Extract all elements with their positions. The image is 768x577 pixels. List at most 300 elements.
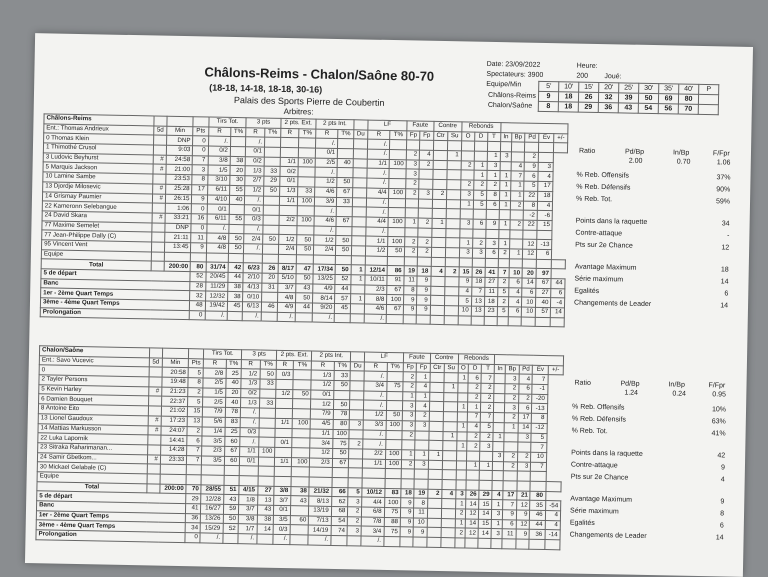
split-cell: 0 [190, 310, 205, 320]
stat-cell [414, 479, 427, 489]
box-group-head: Faute [407, 121, 434, 131]
stat-cell: 60 [224, 437, 240, 447]
stat-cell: 80 [333, 419, 350, 429]
stat-label: % Reb. Tot. [571, 427, 608, 436]
split-label: Prolongation [40, 308, 190, 321]
stat-cell: 1 [457, 402, 468, 412]
split-cell: 52 [190, 272, 205, 282]
stat-cell: 0/1 [315, 148, 337, 158]
stat-cell: 1/3 [312, 370, 334, 380]
stat-cell: 3 [406, 169, 420, 179]
stat-cell [292, 399, 311, 409]
stat-cell: 55 [230, 185, 246, 195]
period-score-cell [698, 104, 718, 114]
stat-cell: 1 [416, 392, 429, 402]
score-sheet [25, 33, 753, 577]
split-cell [430, 305, 445, 315]
split-cell: 6 [502, 519, 516, 529]
stat-cell [385, 469, 402, 479]
stat-cell: 7 [481, 412, 494, 422]
split-cell: 4/9 [313, 284, 335, 294]
split-cell [458, 316, 471, 326]
split-cell [444, 315, 458, 325]
total-cell: 80 [530, 491, 545, 501]
box-sub-head: Fp [403, 362, 416, 372]
stat-cell [492, 471, 503, 481]
split-cell: 20/45 [206, 272, 228, 282]
stat-cell: 1 [480, 461, 493, 471]
box-sub-head: Su [444, 363, 458, 373]
split-cell [290, 506, 309, 516]
box-sub-head: T% [293, 360, 312, 370]
split-cell: 20 [262, 273, 278, 283]
stat-value: 9 [720, 464, 726, 472]
stat-cell: # [148, 416, 161, 426]
split-cell: 5 [458, 296, 471, 306]
split-cell: 9 [417, 295, 431, 305]
stat-cell: 1 [493, 432, 504, 442]
split-cell: 1 [350, 294, 364, 304]
box-sub-head: +/- [554, 133, 568, 143]
split-cell: 52 [335, 274, 351, 284]
stat-cell [224, 466, 240, 476]
stat-cell [444, 373, 458, 383]
stat-cell [428, 479, 443, 489]
split-cell: 75 [384, 527, 401, 537]
split-cell [290, 525, 309, 535]
stat-cell: # [152, 213, 165, 223]
split-cell: 9 [516, 529, 530, 539]
stat-label: Avantage Maximum [570, 495, 633, 504]
stat-cell: 50 [332, 448, 349, 458]
stat-cell: 2 [188, 387, 203, 397]
total-cell: 18 [401, 488, 414, 498]
split-cell: 34 [185, 523, 200, 533]
box-sub-head: Fp [420, 131, 434, 141]
stat-cell [265, 137, 281, 147]
stat-cell [352, 236, 366, 246]
spectators: Spectateurs: 3900 [486, 70, 544, 79]
stat-cell [442, 460, 456, 470]
stat-cell: 3 [518, 432, 532, 442]
split-cell: 0/3 [273, 525, 290, 535]
player-name: 95 Vincent Vent [42, 240, 152, 252]
stat-cell: 1 [509, 249, 523, 259]
stat-cell: 6 [473, 219, 486, 229]
stat-cell [459, 257, 472, 267]
split-cell: 3 [347, 526, 361, 536]
split-cell: 41 [186, 504, 201, 514]
stat-value: 4 [720, 476, 725, 484]
period-column-head: 10' [559, 82, 579, 92]
stat-cell [258, 466, 275, 476]
split-cell: 1/8 [239, 495, 258, 505]
stat-cell: /. [246, 137, 265, 147]
split-cell [430, 315, 445, 325]
split-cell: 9/20 [312, 303, 334, 313]
split-cell [256, 534, 273, 544]
stat-label: Contre-attaque [575, 229, 623, 238]
stat-cell: 15 [188, 407, 203, 417]
split-cell: 54 [331, 516, 348, 526]
player-name: 10 Lamine Sambe [43, 172, 153, 184]
stat-cell [536, 259, 551, 269]
stat-cell [460, 209, 473, 219]
split-cell [295, 312, 312, 322]
box-sub-head: T% [387, 362, 404, 372]
stat-cell [389, 179, 406, 189]
stat-cell: 3 [485, 239, 498, 249]
box-sub-head: Ev [539, 133, 554, 143]
split-cell: 4/6 [364, 304, 386, 314]
split-cell [350, 304, 364, 314]
split-cell: /. [200, 533, 222, 543]
stat-cell: 1/2 [365, 246, 387, 256]
split-cell [544, 540, 560, 550]
stat-cell [467, 451, 480, 461]
stat-cell [152, 222, 165, 232]
split-label: 1er - 2ème Quart Temps [41, 288, 191, 301]
split-cell: 1 [455, 518, 466, 528]
stat-cell: 100 [388, 217, 405, 227]
box-group-head: Rebonds [458, 354, 495, 364]
total-cell: 38 [291, 486, 310, 496]
stat-line [571, 241, 741, 254]
stat-cell [405, 198, 419, 208]
split-cell: 15 [479, 519, 492, 529]
stat-cell [458, 383, 469, 393]
stat-cell: 4 [538, 172, 553, 182]
stat-cell: 2 [402, 430, 415, 440]
stat-value: 34 [721, 220, 730, 228]
stat-cell [259, 428, 276, 438]
stat-cell [351, 255, 365, 265]
stat-cell [386, 401, 403, 411]
stat-cell: 9 [192, 194, 207, 204]
total-label: Total [41, 259, 151, 271]
stat-cell [259, 418, 276, 428]
split-cell [508, 317, 522, 327]
stat-cell [352, 207, 366, 217]
split-cell: 43 [290, 496, 309, 506]
stat-cell: 11 [191, 233, 206, 243]
stat-cell: 4/8 [206, 233, 228, 243]
period-score-cell: 80 [678, 94, 698, 104]
box-sub-head: R [246, 127, 265, 137]
stat-line [567, 473, 737, 486]
stat-cell: 100 [386, 420, 403, 430]
stat-cell: 2 [461, 180, 474, 190]
stat-cell: 2 [525, 152, 539, 162]
stat-cell [472, 258, 485, 268]
stat-cell: 14 [518, 423, 532, 433]
box-sub-head: R [368, 130, 390, 140]
stat-cell [498, 258, 509, 268]
stat-cell: 1/2 [241, 369, 260, 379]
stat-cell: 21:02 [161, 406, 188, 416]
stat-cell [499, 210, 510, 220]
stat-cell: 100 [297, 216, 314, 226]
stat-cell [164, 252, 191, 262]
stat-cell [405, 208, 419, 218]
stat-cell [385, 430, 402, 440]
stat-cell [348, 478, 362, 488]
stat-cell [457, 412, 468, 422]
stat-cell: 29 [264, 176, 280, 186]
total-cell: 51 [223, 485, 239, 495]
ratio-value: 0.95 [712, 391, 727, 399]
stat-cell [473, 229, 486, 239]
ratio-head: In/Bp [668, 381, 685, 389]
stat-cell [349, 468, 363, 478]
stat-line [572, 217, 742, 230]
stat-value: 42 [717, 452, 726, 460]
split-cell: -14 [545, 530, 561, 540]
total-cell: 4/15 [239, 485, 258, 495]
stat-cell [554, 143, 568, 153]
stat-cell: /. [244, 224, 263, 234]
split-cell: 44 [530, 520, 545, 530]
split-cell: 32 [190, 291, 205, 301]
stat-cell: 1 [416, 372, 429, 382]
period-column-head: 40' [679, 84, 699, 94]
stat-cell [337, 168, 353, 178]
box-sub-head: Ctr [430, 363, 445, 373]
stat-line [572, 171, 742, 184]
stat-cell [293, 380, 312, 390]
stat-cell: 1 [403, 392, 416, 402]
stat-cell: 1 [447, 151, 461, 161]
box-group-head: LF [368, 120, 407, 130]
stat-cell: 6 [537, 249, 552, 259]
split-cell: 9 [401, 508, 414, 518]
stat-line [570, 275, 740, 288]
split-cell: 2 [348, 516, 362, 526]
stat-cell: 1 [474, 171, 487, 181]
stat-cell [350, 410, 364, 420]
stat-cell [498, 229, 509, 239]
stat-cell: 1/1 [280, 157, 299, 167]
stat-cell: 50 [336, 245, 352, 255]
split-cell: 3/7 [274, 496, 291, 506]
stat-cell: /. [316, 138, 338, 148]
stat-cell [418, 257, 432, 267]
split-cell [386, 314, 403, 324]
stat-cell [293, 370, 312, 380]
stat-cell: # [153, 184, 166, 194]
stat-cell: 1/3 [279, 186, 298, 196]
split-cell [430, 286, 445, 296]
stat-cell: /. [208, 136, 230, 146]
total-cell: 15 [459, 267, 472, 277]
split-cell: 10 [414, 518, 427, 528]
split-cell: 68 [331, 506, 348, 516]
split-cell: 29 [186, 494, 201, 504]
stat-cell: 3 [349, 420, 363, 430]
split-cell: 28 [190, 281, 205, 291]
total-cell: 83 [384, 488, 401, 498]
stat-cell [504, 432, 518, 442]
stat-cell [431, 257, 446, 267]
stat-cell [291, 477, 310, 487]
stat-value: 6 [719, 522, 724, 530]
split-cell: 52 [223, 524, 239, 534]
split-cell: 2/3 [365, 285, 387, 295]
split-cell: 67 [536, 278, 551, 288]
stat-cell: 3/5 [202, 436, 224, 446]
total-cell: 47 [296, 264, 313, 274]
stat-cell [432, 208, 447, 218]
stat-cell: 12 [523, 249, 537, 259]
stat-cell [447, 189, 461, 199]
box-sub-head: T% [265, 128, 281, 138]
box-sub-head: Su [448, 131, 462, 141]
stat-cell: 50 [388, 246, 405, 256]
stat-cell: 6 [187, 436, 202, 446]
stat-cell: 6 [485, 248, 498, 258]
stat-value: 37% [716, 174, 731, 182]
stat-cell [401, 479, 414, 489]
stat-cell: 50 [292, 389, 311, 399]
stat-cell: -12 [532, 423, 547, 433]
stat-cell: 2 [498, 249, 509, 259]
stat-cell: 50 [337, 178, 353, 188]
box-group-head: 2 pts. Ext. [280, 118, 316, 128]
stat-cell [280, 147, 299, 157]
stat-cell: 0/3 [276, 370, 293, 380]
stat-cell: 2/5 [203, 397, 225, 407]
stat-cell: 5 [473, 200, 486, 210]
stat-cell: 4/4 [367, 188, 389, 198]
split-cell: 3 [491, 529, 502, 539]
split-cell: 4 [545, 520, 561, 530]
split-cell: 6 [509, 278, 523, 288]
stat-cell: 0/1 [207, 204, 229, 214]
stat-cell [224, 475, 240, 485]
stat-cell: /. [240, 437, 259, 447]
stat-cell [461, 151, 474, 161]
stat-cell [274, 467, 291, 477]
stat-cell: 100 [292, 418, 311, 428]
ratio-head: Pd/Bp [620, 380, 640, 388]
player-name: 14 Grismay Paumier [42, 191, 152, 203]
stat-cell [279, 206, 298, 216]
stat-cell [385, 440, 402, 450]
stat-cell [353, 139, 367, 149]
stat-cell: 2 [518, 394, 532, 404]
total-cell: 17/34 [313, 264, 335, 274]
stat-cell [388, 227, 405, 237]
period-column-head: 25' [619, 83, 639, 93]
stat-cell: 1 [458, 373, 469, 383]
stat-cell: 40 [225, 398, 241, 408]
split-cell: 62 [331, 497, 348, 507]
stat-cell: 5 [188, 397, 203, 407]
stat-cell: 2/3 [310, 458, 332, 468]
stat-cell: 2 [403, 382, 416, 392]
stat-cell: -13 [532, 404, 547, 414]
stat-cell: 3/10 [207, 175, 229, 185]
stat-cell [202, 465, 224, 475]
split-cell [478, 538, 491, 548]
split-label: Banc [41, 279, 191, 292]
stat-cell [264, 147, 280, 157]
stat-cell [428, 470, 443, 480]
stat-cell: 2 [461, 161, 474, 171]
total-cell: 31/74 [206, 262, 228, 272]
stat-cell [405, 227, 419, 237]
box-sub-head: T% [338, 129, 354, 139]
period-score-cell: 70 [678, 104, 698, 114]
stat-cell [263, 196, 279, 206]
stat-cell [446, 209, 460, 219]
stat-cell: 2 [467, 432, 480, 442]
stat-cell [352, 226, 366, 236]
stat-cell: 1/2 [278, 235, 297, 245]
stat-value: - [726, 232, 730, 240]
split-cell: 75 [384, 507, 401, 517]
stat-cell: 3/9 [314, 197, 336, 207]
stat-cell [353, 159, 367, 169]
stat-cell: 2 [473, 180, 486, 190]
stat-cell [446, 199, 460, 209]
split-cell [550, 317, 564, 327]
stat-cell: 2 [418, 237, 432, 247]
stat-cell: 2 [486, 180, 499, 190]
split-cell: 13/19 [309, 506, 331, 516]
stat-cell: 100 [298, 157, 315, 167]
stat-cell: 1 [402, 450, 415, 460]
stat-cell: 33 [264, 167, 280, 177]
stat-cell: 4/4 [366, 217, 388, 227]
period-score-cell: 18 [558, 102, 578, 112]
stat-cell: 1 [487, 151, 500, 161]
split-cell: 44 [296, 303, 313, 313]
split-cell: 15 [479, 500, 492, 510]
stat-cell [446, 248, 460, 258]
stat-cell: 8 [532, 413, 547, 423]
box-group-head: 2 pts Int. [316, 119, 354, 129]
stat-cell: 30 [230, 176, 246, 186]
stat-cell [479, 471, 492, 481]
box-sub-head: Pts [193, 126, 208, 136]
stat-cell [523, 230, 537, 240]
stat-cell: 33:21 [165, 213, 192, 223]
stat-cell [503, 481, 517, 491]
stat-cell [456, 451, 467, 461]
split-cell: 91 [387, 275, 404, 285]
box-group-head [354, 120, 368, 130]
stat-line [566, 519, 736, 532]
quarter-scores: (18-18, 14-18, 18-18, 30-16) [209, 82, 323, 95]
split-cell: 9 [403, 305, 417, 315]
stat-cell: 1/1 [240, 447, 259, 457]
stat-cell: 2/4 [244, 234, 263, 244]
stat-cell: 8 [486, 190, 499, 200]
stat-cell [291, 467, 310, 477]
stat-cell [201, 475, 223, 485]
stat-cell [244, 253, 263, 263]
ratio-value: 1.06 [716, 159, 731, 167]
stat-cell: /. [367, 149, 389, 159]
stat-cell: 33 [337, 197, 353, 207]
stat-cell: 0/2 [241, 388, 260, 398]
stat-cell: 4 [416, 382, 429, 392]
total-cell: 4 [492, 490, 503, 500]
stat-cell: 78 [225, 407, 241, 417]
stat-cell: 4 [511, 162, 525, 172]
split-cell [445, 277, 459, 287]
